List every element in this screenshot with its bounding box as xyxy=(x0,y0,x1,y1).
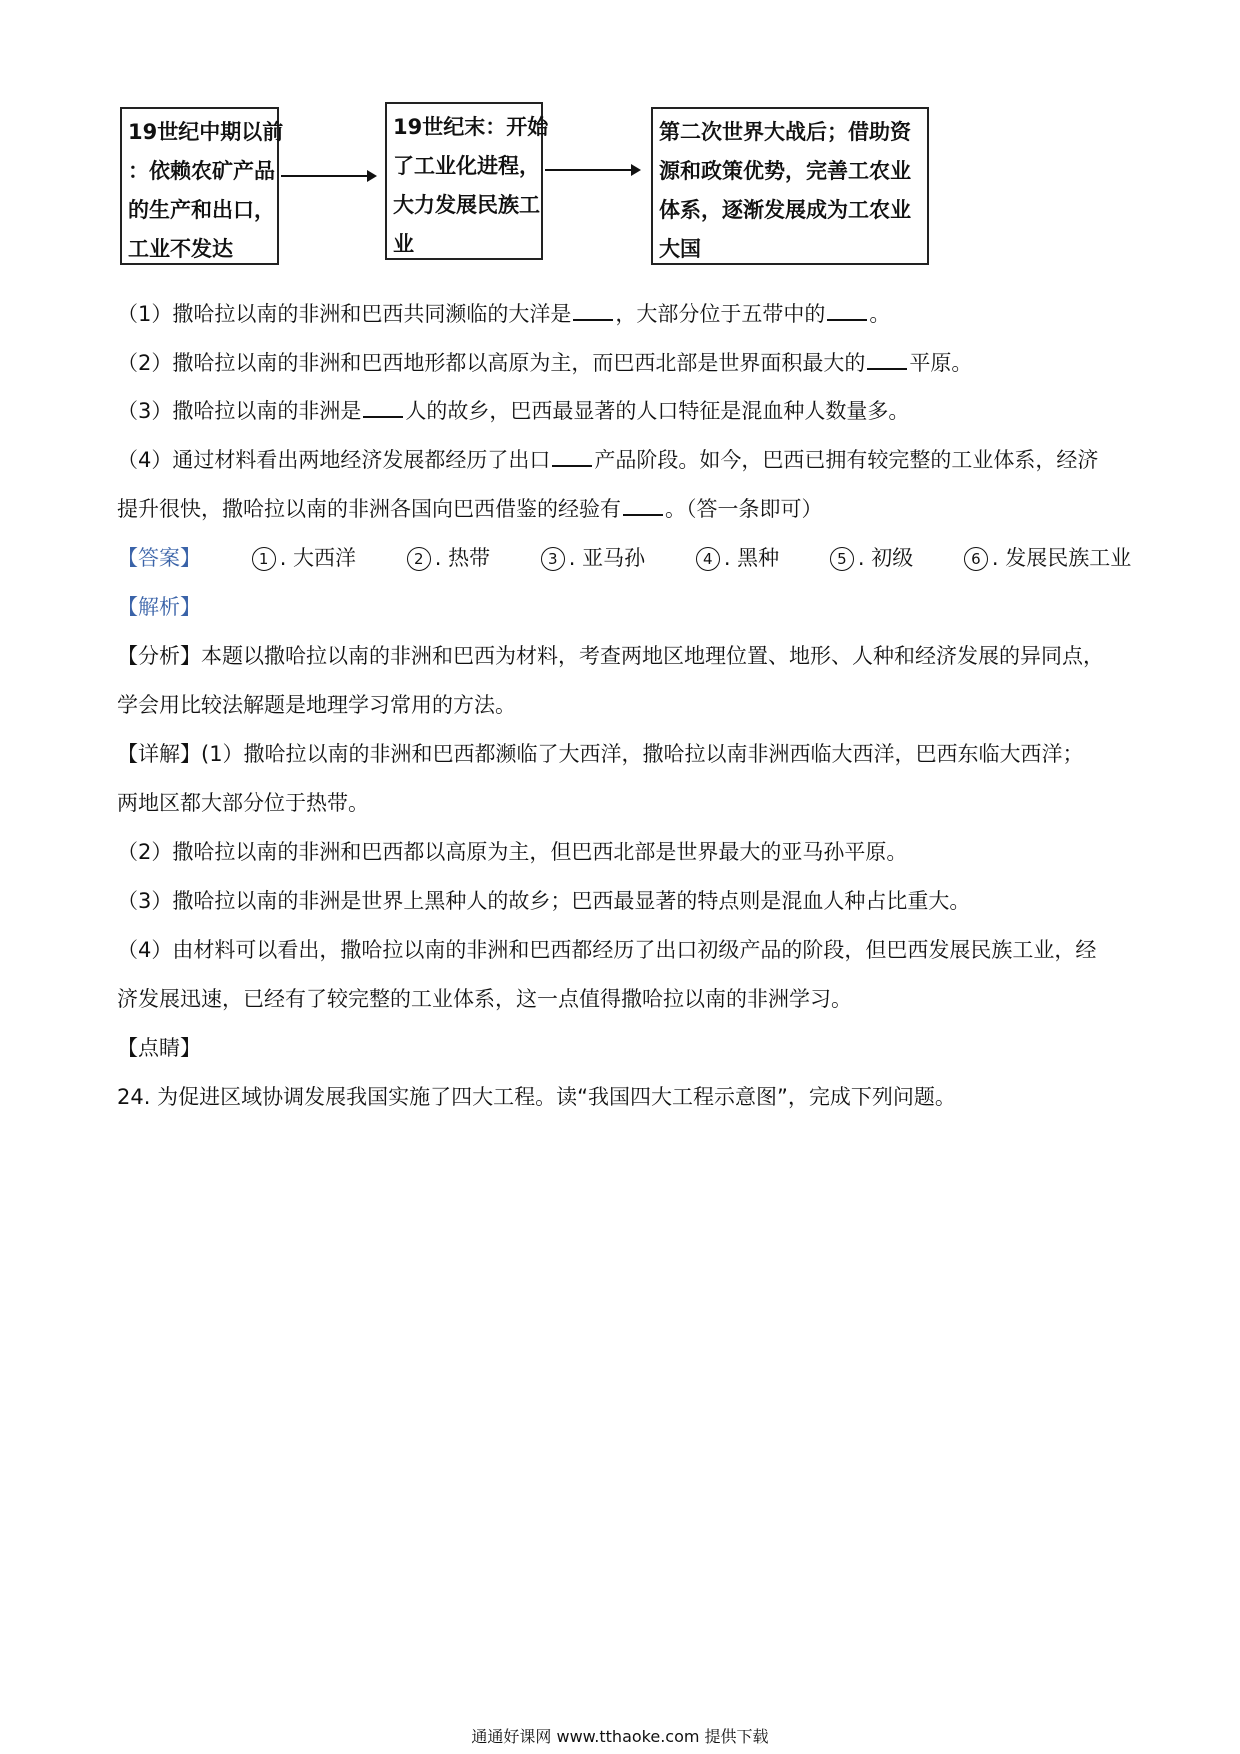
flow-box-1 xyxy=(120,107,284,265)
answer-blank xyxy=(363,396,403,418)
q4-text-c: 提升很快，撒哈拉以南的非洲各国向巴西借鉴的经验有 xyxy=(117,497,621,521)
answer-blank xyxy=(573,299,613,321)
dianjing-label: 【点睛】 xyxy=(117,1036,201,1060)
answer-text: . 大西洋 xyxy=(279,546,357,570)
flow-box-3-line: 源和政策优势，完善工农业 xyxy=(659,159,911,183)
answer-blank xyxy=(867,348,907,370)
answer-item xyxy=(541,534,645,583)
flow-box-1-line: 工业不发达 xyxy=(128,237,233,261)
question-24: 24. 为促进区域协调发展我国实施了四大工程。读“我国四大工程示意图”，完成下列问题。 xyxy=(117,1085,956,1109)
flow-box-2-line: 19世纪末：开始 xyxy=(393,115,549,139)
answer-number: 3 xyxy=(541,547,565,571)
flow-arrow-2 xyxy=(545,160,641,180)
answer-item xyxy=(696,534,779,583)
answer-label: 【答案】 xyxy=(117,546,201,570)
fenxi-line-2: 学会用比较法解题是地理学习常用的方法。 xyxy=(117,693,516,717)
q1-text-b: ，大部分位于五带中的 xyxy=(615,302,826,326)
question-4-line-2 xyxy=(117,485,1130,534)
q2-text-a: （2）撒哈拉以南的非洲和巴西地形都以高原为主，而巴西北部是世界面积最大的 xyxy=(117,351,866,375)
flow-box-2-line: 大力发展民族工 xyxy=(393,193,540,217)
q4-text-b: 产品阶段。如今，巴西已拥有较完整的工业体系，经济 xyxy=(594,448,1099,472)
answer-row xyxy=(117,534,1130,583)
answer-number: 6 xyxy=(964,547,988,571)
flow-box-1-line: ：依赖农矿产品 xyxy=(128,159,275,183)
flow-box-3-line: 第二次世界大战后；借助资 xyxy=(659,120,911,144)
xiangjie-line-1: 【详解】(1）撒哈拉以南的非洲和巴西都濒临了大西洋，撒哈拉以南非洲西临大西洋，巴西东临大西洋； xyxy=(117,742,1084,766)
answer-blank xyxy=(827,299,867,321)
answer-text: . 初级 xyxy=(857,546,914,570)
answer-number: 1 xyxy=(252,547,276,571)
flow-box-1-line: 的生产和出口， xyxy=(128,198,275,222)
answer-item xyxy=(407,534,490,583)
flow-box-2 xyxy=(385,102,549,260)
detail-2: （2）撒哈拉以南的非洲和巴西都以高原为主，但巴西北部是世界最大的亚马孙平原。 xyxy=(117,840,908,864)
answer-item xyxy=(830,534,913,583)
answer-text: . 黑种 xyxy=(723,546,780,570)
page-footer: 通通好课网 www.tthaoke.com 提供下载 xyxy=(471,1727,769,1746)
answer-number: 5 xyxy=(830,547,854,571)
q2-text-b: 平原。 xyxy=(909,351,973,375)
xiangjie-line-2: 两地区都大部分位于热带。 xyxy=(117,791,369,815)
question-3 xyxy=(117,387,1130,436)
answer-item xyxy=(964,534,1131,583)
answer-number: 4 xyxy=(696,547,720,571)
question-1 xyxy=(117,290,1130,339)
analysis-label: 【解析】 xyxy=(117,595,201,619)
question-2 xyxy=(117,339,1130,388)
flow-box-2-line: 业 xyxy=(393,232,414,256)
q3-text-a: （3）撒哈拉以南的非洲是 xyxy=(117,399,362,423)
answer-text: . 亚马孙 xyxy=(568,546,646,570)
flow-box-3 xyxy=(651,107,929,265)
q4-text-d: 。（答一条即可） xyxy=(665,497,823,521)
flow-box-3-line: 体系，逐渐发展成为工农业 xyxy=(659,198,911,222)
q1-text-c: 。 xyxy=(869,302,891,326)
flow-arrow-1 xyxy=(281,166,377,186)
answer-item xyxy=(252,534,356,583)
detail-4-line-1: （4）由材料可以看出，撒哈拉以南的非洲和巴西都经历了出口初级产品的阶段，但巴西发展民族工业，经 xyxy=(117,938,1097,962)
answer-blank xyxy=(623,494,663,516)
q4-text-a: （4）通过材料看出两地经济发展都经历了出口 xyxy=(117,448,551,472)
answer-text: . 热带 xyxy=(434,546,491,570)
answer-text: . 发展民族工业 xyxy=(991,546,1132,570)
flow-box-2-line: 了工业化进程， xyxy=(393,154,540,178)
detail-4-line-2: 济发展迅速，已经有了较完整的工业体系，这一点值得撒哈拉以南的非洲学习。 xyxy=(117,987,852,1011)
q1-text-a: （1）撒哈拉以南的非洲和巴西共同濒临的大洋是 xyxy=(117,302,572,326)
question-4-line-1 xyxy=(117,436,1130,485)
fenxi-line-1: 【分析】本题以撒哈拉以南的非洲和巴西为材料，考查两地区地理位置、地形、人种和经济发展的异同点， xyxy=(117,644,1104,668)
flow-box-3-line: 大国 xyxy=(659,237,701,261)
flow-box-1-line: 19世纪中期以前 xyxy=(128,120,284,144)
answer-number: 2 xyxy=(407,547,431,571)
detail-3: （3）撒哈拉以南的非洲是世界上黑种人的故乡；巴西最显著的特点则是混血人种占比重大。 xyxy=(117,889,971,913)
analysis-label-row xyxy=(117,583,1130,632)
q3-text-b: 人的故乡，巴西最显著的人口特征是混血种人数量多。 xyxy=(405,399,910,423)
answer-blank xyxy=(552,445,592,467)
